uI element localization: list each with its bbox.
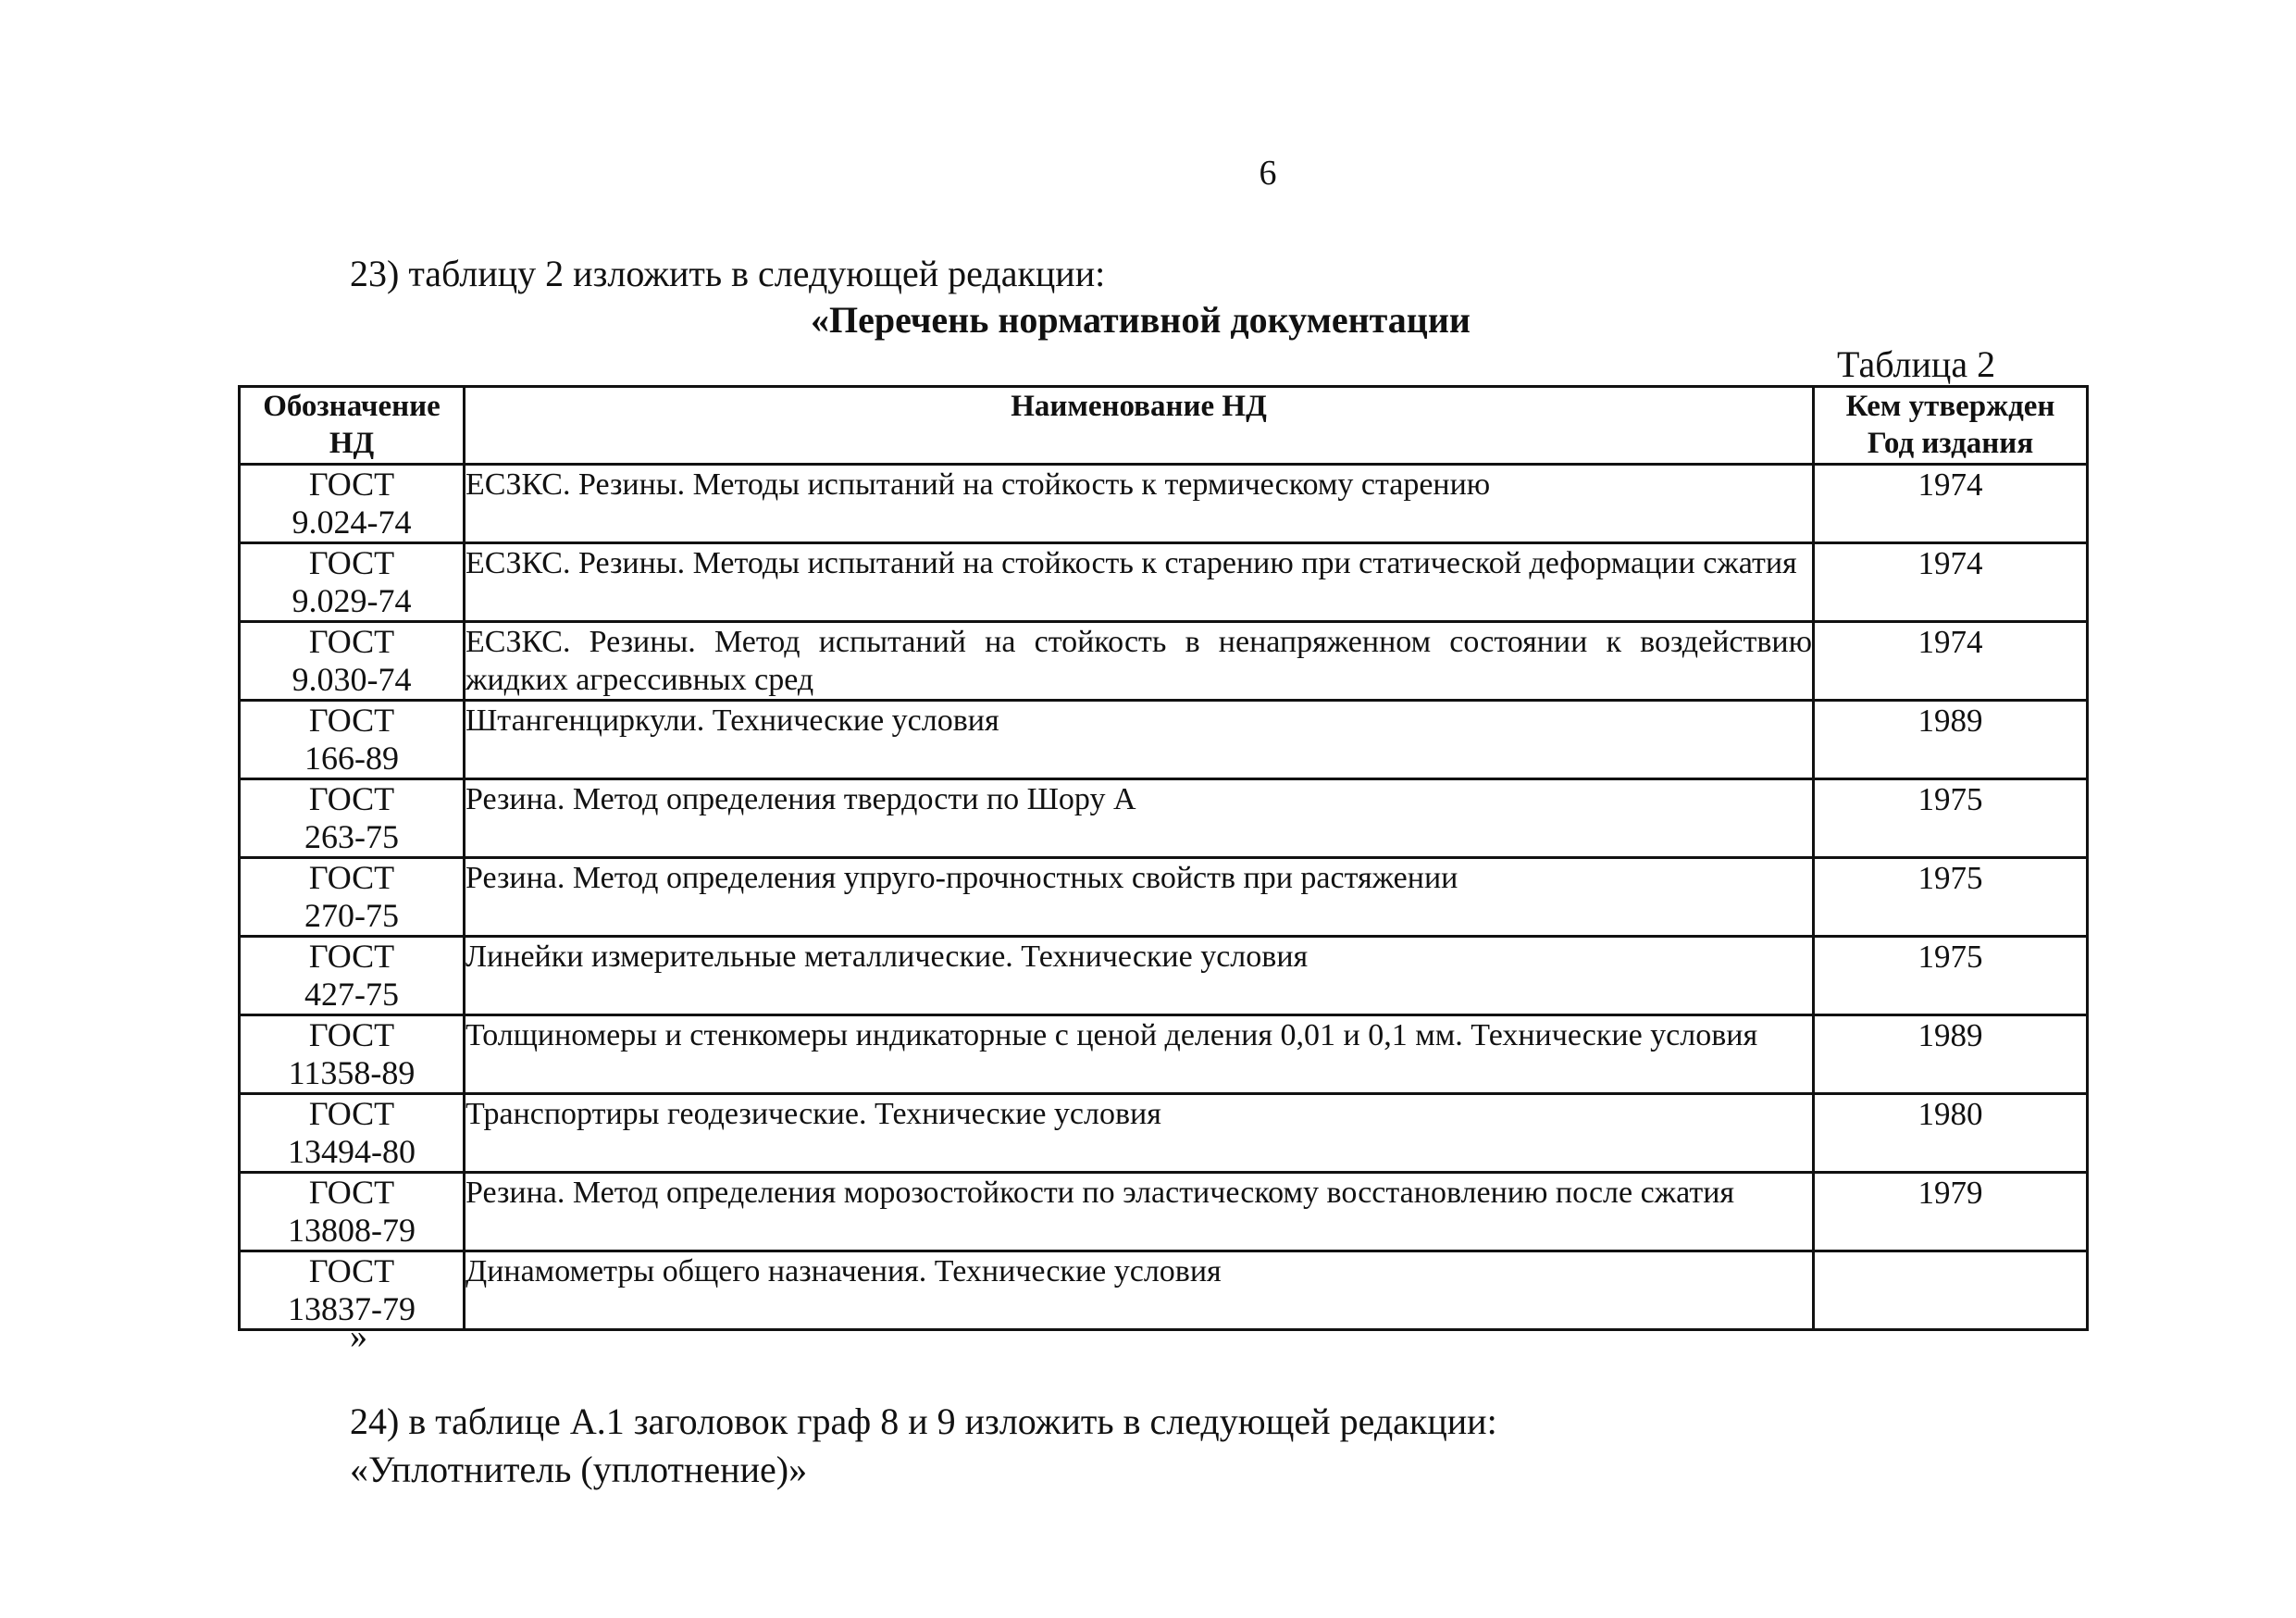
cell-code: ГОСТ 270-75: [240, 858, 465, 937]
cell-year: 1974: [1814, 465, 2088, 543]
closing-quote: »: [350, 1317, 367, 1356]
cell-code: ГОСТ 13494-80: [240, 1094, 465, 1173]
table-row: [240, 543, 2088, 622]
cell-name: Резина. Метод определения морозостойкости по эластическому восстановлению после сжатия: [465, 1173, 1814, 1251]
cell-year: 1989: [1814, 701, 2088, 779]
cell-code: ГОСТ 11358-89: [240, 1015, 465, 1094]
header-year-published: Год издания: [1867, 427, 2034, 460]
header-name: Наименование НД: [465, 387, 1814, 465]
table-header-row: [240, 387, 2088, 465]
header-code: Обозначение НД: [240, 387, 465, 465]
cell-year: 1975: [1814, 937, 2088, 1015]
cell-code: ГОСТ 9.024-74: [240, 465, 465, 543]
cell-name: Штангенциркули. Технические условия: [465, 701, 1814, 779]
cell-name: Резина. Метод определения твердости по Шору А: [465, 779, 1814, 858]
cell-year: 1974: [1814, 543, 2088, 622]
cell-year: 1980: [1814, 1094, 2088, 1173]
cell-year: [1814, 1251, 2088, 1330]
table-row: [240, 937, 2088, 1015]
table-row: [240, 779, 2088, 858]
table-row: [240, 1015, 2088, 1094]
table-row: [240, 1094, 2088, 1173]
cell-year: 1975: [1814, 779, 2088, 858]
cell-year: 1979: [1814, 1173, 2088, 1251]
table-row: [240, 858, 2088, 937]
cell-year: 1975: [1814, 858, 2088, 937]
cell-year: 1974: [1814, 622, 2088, 701]
cell-code: ГОСТ 166-89: [240, 701, 465, 779]
header-year: [1814, 387, 2088, 465]
table-row: [240, 465, 2088, 543]
cell-code: ГОСТ 427-75: [240, 937, 465, 1015]
cell-name: ЕСЗКС. Резины. Методы испытаний на стойкость к старению при статической деформации сжатия: [465, 543, 1814, 622]
normative-docs-table: [238, 385, 2089, 1331]
paragraph-23: 23) таблицу 2 изложить в следующей редакции:: [350, 253, 1106, 294]
cell-name: Динамометры общего назначения. Технические условия: [465, 1251, 1814, 1330]
page-number: 6: [1259, 154, 1277, 193]
paragraph-24: [350, 1398, 1497, 1494]
header-year-approved: Кем утвержден: [1845, 390, 2055, 423]
paragraph-24-line-2: «Уплотнитель (уплотнение)»: [350, 1449, 808, 1490]
table-row: [240, 701, 2088, 779]
table-row: [240, 1251, 2088, 1330]
cell-code: ГОСТ 9.030-74: [240, 622, 465, 701]
cell-code: ГОСТ 263-75: [240, 779, 465, 858]
cell-name: ЕСЗКС. Резины. Метод испытаний на стойкость в ненапряженном состоянии к воздействию жидких агрессивных сред: [465, 622, 1814, 701]
cell-name: Транспортиры геодезические. Технические условия: [465, 1094, 1814, 1173]
table-caption: Таблица 2: [1837, 343, 1996, 385]
cell-code: ГОСТ 13808-79: [240, 1173, 465, 1251]
cell-name: Резина. Метод определения упруго-прочностных свойств при растяжении: [465, 858, 1814, 937]
paragraph-24-line-1: 24) в таблице А.1 заголовок граф 8 и 9 изложить в следующей редакции:: [350, 1400, 1497, 1442]
table-row: [240, 622, 2088, 701]
cell-name: ЕСЗКС. Резины. Методы испытаний на стойкость к термическому старению: [465, 465, 1814, 543]
cell-year: 1989: [1814, 1015, 2088, 1094]
cell-name: Толщиномеры и стенкомеры индикаторные с ценой деления 0,01 и 0,1 мм. Технические условия: [465, 1015, 1814, 1094]
cell-code: ГОСТ 9.029-74: [240, 543, 465, 622]
document-title: «Перечень нормативной документации: [811, 299, 1471, 341]
cell-code: ГОСТ 13837-79: [240, 1251, 465, 1330]
cell-name: Линейки измерительные металлические. Технические условия: [465, 937, 1814, 1015]
table-row: [240, 1173, 2088, 1251]
